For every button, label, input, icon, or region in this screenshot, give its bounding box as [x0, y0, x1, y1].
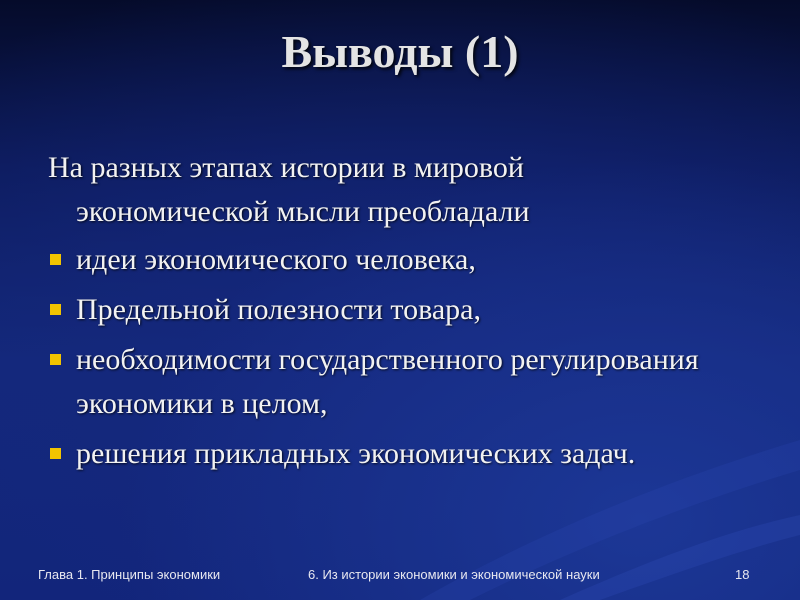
bullet-text: идеи экономического человека, — [76, 243, 476, 276]
slide-title: Выводы (1) — [281, 26, 519, 77]
bullet-square-icon — [50, 448, 61, 459]
bullet-item-1 — [48, 238, 768, 282]
footer-section: 6. Из истории экономики и экономической науки — [308, 567, 600, 582]
intro-line-2: экономической мысли преобладали — [76, 195, 530, 228]
bullet-square-icon — [50, 254, 61, 265]
intro-line-1: На разных этапах истории в мировой — [48, 151, 524, 184]
bullet-square-icon — [50, 304, 61, 315]
bullet-item-3 — [48, 338, 768, 426]
bullet-item-2 — [48, 288, 768, 332]
bullet-list — [48, 238, 768, 476]
bullet-text: необходимости государственного регулирования экономики в целом, — [76, 343, 699, 420]
bullet-square-icon — [50, 354, 61, 365]
footer-page-number: 18 — [735, 567, 750, 582]
bullet-item-4 — [48, 432, 768, 476]
slide-content — [48, 146, 768, 482]
bullet-text: решения прикладных экономических задач. — [76, 437, 636, 470]
intro-paragraph — [48, 146, 768, 234]
bullet-text: Предельной полезности товара, — [76, 293, 481, 326]
footer-chapter: Глава 1. Принципы экономики — [38, 567, 221, 582]
